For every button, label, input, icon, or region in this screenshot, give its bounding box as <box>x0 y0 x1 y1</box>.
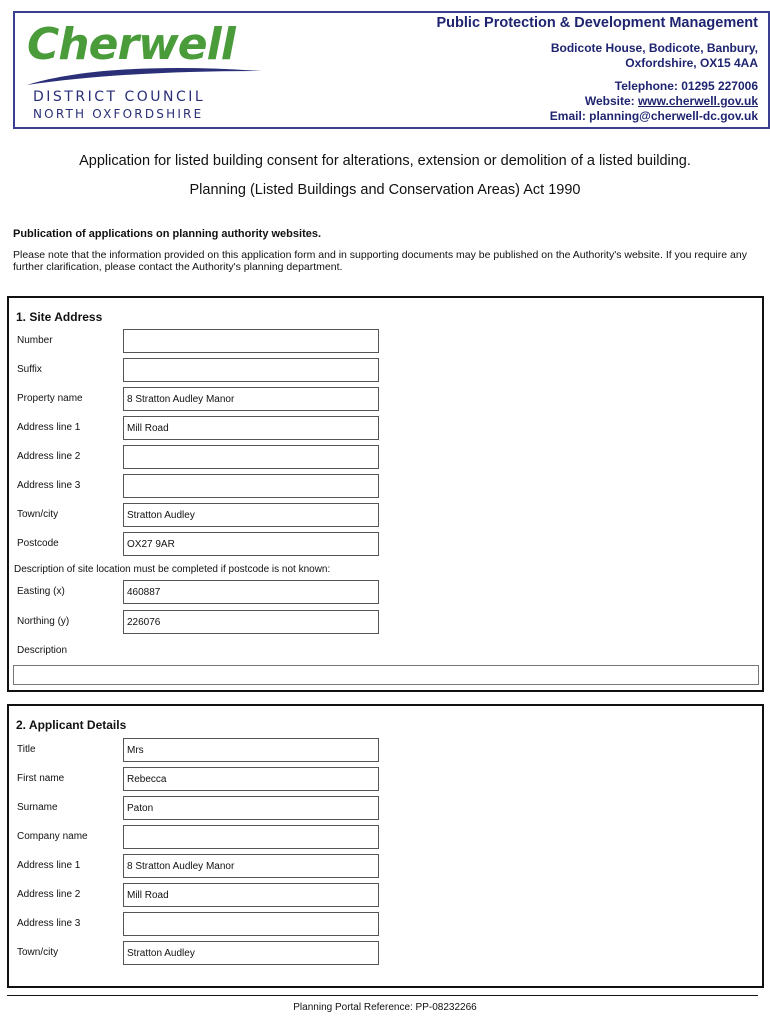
field-property-name <box>9 387 762 411</box>
field-label: Title <box>17 744 36 755</box>
field-label: Town/city <box>17 947 59 958</box>
logo-swoosh-icon <box>25 63 265 89</box>
field-label: Address line 2 <box>17 889 81 900</box>
field-address-line2 <box>9 883 762 907</box>
council-region: NORTH OXFORDSHIRE <box>33 107 204 121</box>
applicant-address-line1-input[interactable]: 8 Stratton Audley Manor <box>123 854 379 878</box>
field-label: Easting (x) <box>17 586 65 597</box>
field-address-line3 <box>9 474 762 498</box>
surname-input[interactable]: Paton <box>123 796 379 820</box>
field-label: Postcode <box>17 538 59 549</box>
field-company-name <box>9 825 762 849</box>
field-postcode <box>9 532 762 556</box>
applicant-address-line2-input[interactable]: Mill Road <box>123 883 379 907</box>
address-line1-input[interactable]: Mill Road <box>123 416 379 440</box>
department-address-line2: Oxfordshire, OX15 4AA <box>625 56 758 70</box>
field-label: Address line 1 <box>17 422 81 433</box>
field-first-name <box>9 767 762 791</box>
field-easting <box>9 580 762 604</box>
field-suffix <box>9 358 762 382</box>
department-title: Public Protection & Development Management <box>436 15 758 31</box>
email-line <box>437 109 758 124</box>
field-label: Suffix <box>17 364 42 375</box>
form-act: Planning (Listed Buildings and Conservation Areas) Act 1990 <box>189 182 581 198</box>
field-label: Address line 1 <box>17 860 81 871</box>
address-line2-input[interactable] <box>123 445 379 469</box>
field-address-line2 <box>9 445 762 469</box>
form-title: Application for listed building consent for alterations, extension or demolition of a listed building. <box>79 153 691 169</box>
northing-input[interactable]: 226076 <box>123 610 379 634</box>
suffix-input[interactable] <box>123 358 379 382</box>
field-label: Description <box>17 645 68 656</box>
field-label: Property name <box>17 393 83 404</box>
field-description <box>9 639 762 663</box>
field-label: Address line 3 <box>17 918 81 929</box>
field-number <box>9 329 762 353</box>
publication-heading: Publication of applications on planning authority websites. <box>13 228 322 240</box>
address-line3-input[interactable] <box>123 474 379 498</box>
publication-notice: Please note that the information provided on this application form and in supporting documents may be published on the Authority's website. If you require any further clarification, please contact the Authority's planning department. <box>13 249 747 273</box>
field-northing <box>9 610 762 634</box>
footer-divider <box>7 995 758 996</box>
field-label: Company name <box>17 831 88 842</box>
easting-input[interactable]: 460887 <box>123 580 379 604</box>
property-name-input[interactable]: 8 Stratton Audley Manor <box>123 387 379 411</box>
department-contact-block <box>437 15 758 124</box>
section-title: 1. Site Address <box>16 310 103 324</box>
title-input[interactable]: Mrs <box>123 738 379 762</box>
telephone-number: 01295 227006 <box>681 79 758 93</box>
email-label: Email: <box>549 109 586 123</box>
field-label: Town/city <box>17 509 59 520</box>
section-title: 2. Applicant Details <box>16 718 127 732</box>
applicant-details-section <box>7 704 764 988</box>
town-city-input[interactable]: Stratton Audley <box>123 503 379 527</box>
field-town-city <box>9 941 762 965</box>
field-label: Address line 2 <box>17 451 81 462</box>
company-name-input[interactable] <box>123 825 379 849</box>
first-name-input[interactable]: Rebecca <box>123 767 379 791</box>
field-surname <box>9 796 762 820</box>
field-label: Surname <box>17 802 58 813</box>
location-note: Description of site location must be completed if postcode is not known: <box>14 564 331 575</box>
field-label: Northing (y) <box>17 616 70 627</box>
council-logo-wordmark: Cherwell <box>27 19 235 70</box>
field-town-city <box>9 503 762 527</box>
council-name: DISTRICT COUNCIL <box>33 89 206 105</box>
applicant-town-city-input[interactable]: Stratton Audley <box>123 941 379 965</box>
field-label: Number <box>17 335 53 346</box>
website-label: Website: <box>584 94 635 108</box>
applicant-address-line3-input[interactable] <box>123 912 379 936</box>
field-address-line1 <box>9 854 762 878</box>
field-label: Address line 3 <box>17 480 81 491</box>
field-address-line3 <box>9 912 762 936</box>
portal-reference: Planning Portal Reference: PP-08232266 <box>293 1002 477 1013</box>
department-address-line1: Bodicote House, Bodicote, Banbury, <box>550 41 758 55</box>
telephone-line <box>437 79 758 94</box>
letterhead <box>13 11 770 129</box>
number-input[interactable] <box>123 329 379 353</box>
field-address-line1 <box>9 416 762 440</box>
description-input[interactable] <box>13 665 759 685</box>
website-line <box>437 94 758 109</box>
site-address-section <box>7 296 764 692</box>
postcode-input[interactable]: OX27 9AR <box>123 532 379 556</box>
field-label: First name <box>17 773 65 784</box>
email-address: planning@cherwell-dc.gov.uk <box>589 109 758 123</box>
telephone-label: Telephone: <box>614 79 678 93</box>
website-link[interactable]: www.cherwell.gov.uk <box>637 94 758 108</box>
field-title <box>9 738 762 762</box>
